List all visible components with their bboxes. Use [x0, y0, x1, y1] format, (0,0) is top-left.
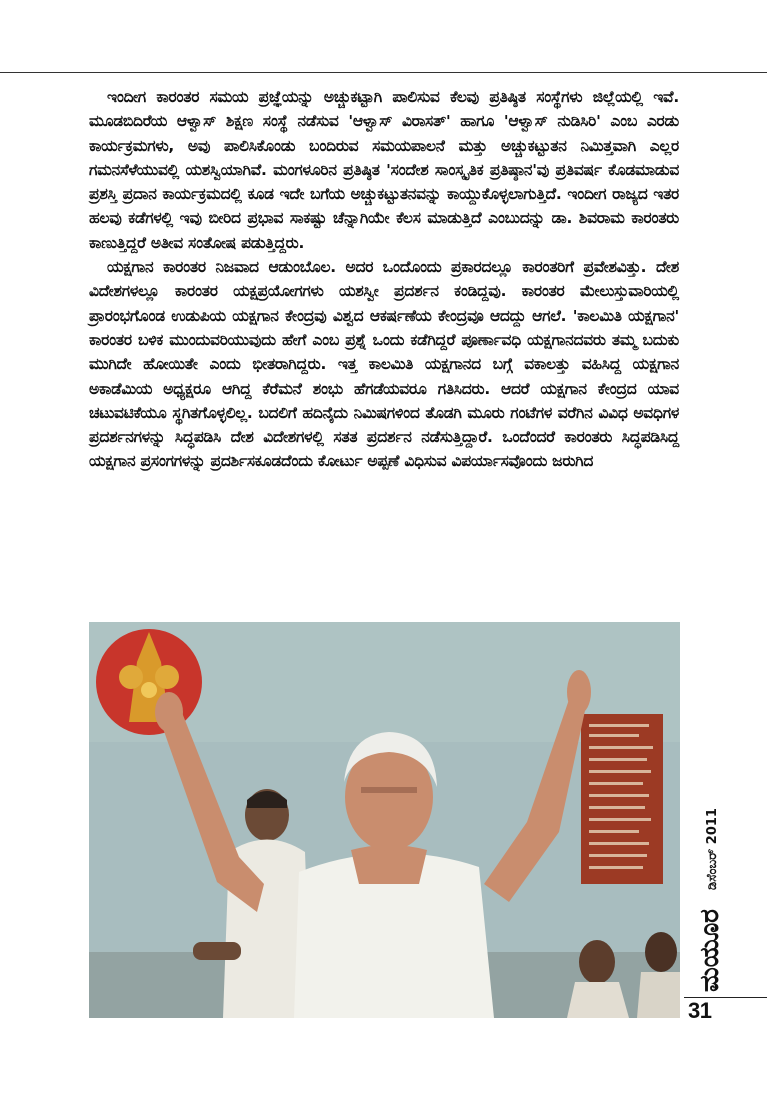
issue-date: ಡಿಸೆಂಬರ್ 2011 — [705, 808, 720, 890]
yakshagana-crown-emblem — [96, 629, 202, 735]
paragraph-1: ಇಂದೀಗ ಕಾರಂತರ ಸಮಯ ಪ್ರಜ್ಞೆಯನ್ನು ಅಚ್ಚುಕಟ್ಟಾಗಿ ಪಾಲಿಸುವ ಕೆಲವು ಪ್ರತಿಷ್ಠಿತ ಸಂಸ್ಥೆಗಳು ಜಿಲ್ಲೆಯಲ್ಲಿ ಇವೆ. ಮೂಡಬಿದಿರೆಯ ಆಳ್ವಾಸ್ ಶಿಕ್ಷಣ ಸಂಸ್ಥೆ ನಡೆಸುವ 'ಆಳ್ವಾಸ್ ವಿರಾಸತ್' ಹಾಗೂ 'ಆಳ್ವಾಸ್ ನುಡಿಸಿರಿ' ಎಂಬ ಎರಡು ಕಾರ್ಯಕ್ರಮಗಳು, ಅವು ಪಾಲಿಸಿಕೊಂಡು ಬಂದಿರುವ ಸಮಯಪಾಲನೆ ಮತ್ತು ಅಚ್ಚುಕಟ್ಟುತನ ನಿಮಿತ್ತವಾಗಿ ಎಲ್ಲರ ಗಮನಸೆಳೆಯುವಲ್ಲಿ ಯಶಸ್ವಿಯಾಗಿವೆ. ಮಂಗಳೂರಿನ ಪ್ರತಿಷ್ಠಿತ 'ಸಂದೇಶ ಸಾಂಸ್ಕೃತಿಕ ಪ್ರತಿಷ್ಠಾನ'ವು ಪ್ರತಿವರ್ಷ ಕೊಡಮಾಡುವ ಪ್ರಶಸ್ತಿ ಪ್ರದಾನ ಕಾರ್ಯಕ್ರಮದಲ್ಲಿ ಕೂಡ ಇದೇ ಬಗೆಯ ಅಚ್ಚುಕಟ್ಟುತನವನ್ನು ಕಾಯ್ದುಕೊಳ್ಳಲಾಗುತ್ತಿದೆ. ಇಂದೀಗ ರಾಜ್ಯದ ಇತರ ಹಲವು ಕಡೆಗಳಲ್ಲಿ ಇವು ಬೀರಿದ ಪ್ರಭಾವ ಸಾಕಷ್ಟು ಚೆನ್ನಾಗಿಯೇ ಕೆಲಸ ಮಾಡುತ್ತಿದೆ ಎಂಬುದನ್ನು ಡಾ. ಶಿವರಾಮ ಕಾರಂತರು ಕಾಣುತ್ತಿದ್ದರೆ ಅತೀವ ಸಂತೋಷ ಪಡುತ್ತಿದ್ದರು. — [89, 88, 679, 252]
header-rule — [0, 72, 767, 73]
page-number: 31 — [688, 998, 712, 1023]
magazine-name: ಮಯೂರ — [695, 909, 725, 992]
vertical-masthead — [686, 770, 726, 1000]
article-photo — [89, 622, 680, 1018]
paragraph-2: ಯಕ್ಷಗಾನ ಕಾರಂತರ ನಿಜವಾದ ಆಡುಂಬೊಲ. ಅದರ ಒಂದೊಂದು ಪ್ರಕಾರದಲ್ಲೂ ಕಾರಂತರಿಗೆ ಪ್ರವೇಶವಿತ್ತು. ದೇಶ ವಿದೇಶಗಳಲ್ಲೂ ಕಾರಂತರ ಯಕ್ಷಪ್ರಯೋಗಗಳು ಯಶಸ್ವೀ ಪ್ರದರ್ಶನ ಕಂಡಿದ್ದವು. ಕಾರಂತರ ಮೇಲುಸ್ತುವಾರಿಯಲ್ಲಿ ಪ್ರಾರಂಭಗೊಂಡ ಉಡುಪಿಯ ಯಕ್ಷಗಾನ ಕೇಂದ್ರವು ವಿಶ್ವದ ಆಕರ್ಷಣೆಯ ಕೇಂದ್ರವೂ ಆದದ್ದು ಆಗಲೆ. 'ಕಾಲಮಿತಿ ಯಕ್ಷಗಾನ' ಕಾರಂತರ ಬಳಿಕ ಮುಂದುವರಿಯುವುದು ಹೇಗೆ ಎಂಬ ಪ್ರಶ್ನೆ ಒಂದು ಕಡೆಗಿದ್ದರೆ ಪೂರ್ಣಾವಧಿ ಯಕ್ಷಗಾನದವರು ತಮ್ಮ ಬದುಕು ಮುಗಿದೇ ಹೋಯಿತೇ ಎಂದು ಭೀತರಾಗಿದ್ದರು. ಇತ್ತ ಕಾಲಮಿತಿ ಯಕ್ಷಗಾನದ ಬಗ್ಗೆ ವಕಾಲತ್ತು ವಹಿಸಿದ್ದ ಯಕ್ಷಗಾನ ಅಕಾಡೆಮಿಯ ಅಧ್ಯಕ್ಷರೂ ಆಗಿದ್ದ ಕೆರೆಮನೆ ಶಂಭು ಹೆಗಡೆಯವರೂ ಗತಿಸಿದರು. ಆದರೆ ಯಕ್ಷಗಾನ ಕೇಂದ್ರದ ಯಾವ ಚಟುವಟಿಕೆಯೂ ಸ್ಥಗಿತಗೊಳ್ಳಲಿಲ್ಲ. ಬದಲಿಗೆ ಹದಿನೈದು ನಿಮಿಷಗಳಿಂದ ತೊಡಗಿ ಮೂರು ಗಂಟೆಗಳ ವರೆಗಿನ ವಿವಿಧ ಅವಧಿಗಳ ಪ್ರದರ್ಶನಗಳನ್ನು ಸಿದ್ಧಪಡಿಸಿ ದೇಶ ವಿದೇಶಗಳಲ್ಲಿ ಸತತ ಪ್ರದರ್ಶನ ನಡೆಸುತ್ತಿದ್ದಾರೆ. ಒಂದೆಂದರೆ ಕಾರಂತರು ಸಿದ್ಧಪಡಿಸಿದ್ದ ಯಕ್ಷಗಾನ ಪ್ರಸಂಗಗಳನ್ನು ಪ್ರದರ್ಶಿಸಕೂಡದೆಂದು ಕೋರ್ಟು ಅಪ್ಪಣೆ ವಿಧಿಸುವ ವಿಪರ್ಯಾಸವೊಂದು ಜರುಗಿದ — [89, 258, 679, 471]
wall-plaque — [581, 714, 663, 884]
article-body — [89, 85, 679, 474]
photo-illustration — [89, 622, 680, 1018]
magazine-side-label — [686, 770, 726, 1000]
